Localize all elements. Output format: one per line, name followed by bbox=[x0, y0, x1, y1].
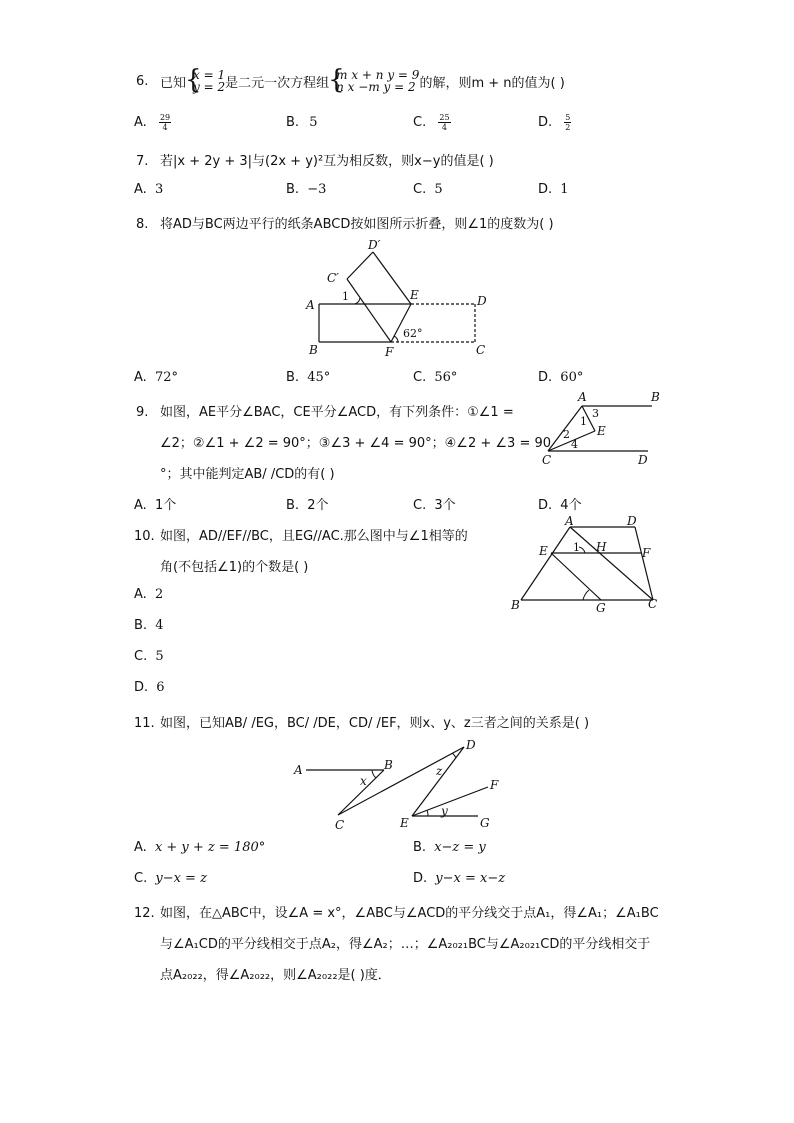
q6-stem bbox=[136, 64, 565, 98]
q6-option-c-denominator: 4 bbox=[441, 123, 447, 132]
q7-stem bbox=[136, 150, 494, 169]
q6-sys2-line2: n x −m y = 2 bbox=[336, 80, 416, 94]
q9-option-b-label: B. bbox=[286, 498, 300, 513]
q6-option-d-label: D. bbox=[538, 115, 553, 130]
q11-angle-x-arc bbox=[372, 770, 376, 778]
q6-option-d-fraction bbox=[564, 113, 571, 132]
q6-option-a bbox=[134, 113, 171, 132]
q6-sys2-line1: { m x + n y = 9 bbox=[336, 68, 420, 82]
q6-sys1-line1: { x = 1 bbox=[193, 68, 226, 82]
q6-option-b-value: 5 bbox=[309, 115, 318, 130]
q9-option-d bbox=[538, 494, 582, 513]
q11-label-g: G bbox=[480, 816, 490, 830]
q11-label-z: z bbox=[436, 764, 443, 778]
q6-option-d-numerator: 5 bbox=[565, 113, 571, 122]
q10-number: 10. bbox=[134, 529, 155, 544]
q9-option-d-label: D. bbox=[538, 498, 553, 513]
q8-option-d bbox=[538, 370, 583, 385]
q10-option-d bbox=[134, 680, 165, 695]
q11-text: 如图，已知AB/ /EG，BC/ /DE，CD/ /EF，则x、y、z三者之间的关系是( ) bbox=[160, 716, 590, 731]
q6-number: 6. bbox=[136, 73, 149, 89]
q9-option-a bbox=[134, 494, 176, 513]
q9-label-c: C bbox=[542, 453, 552, 467]
q8-label-62-degrees: 62° bbox=[403, 327, 423, 340]
q11-label-b: B bbox=[384, 758, 393, 772]
q10-line2: 角(不包括∠1)的个数是( ) bbox=[160, 560, 309, 575]
q11-label-e: E bbox=[400, 816, 409, 830]
q7-option-d-value: 1 bbox=[560, 182, 569, 197]
q11-label-a: A bbox=[294, 763, 303, 777]
q6-option-a-denominator: 4 bbox=[162, 123, 168, 132]
q10-label-h: H bbox=[596, 540, 607, 554]
q8-figure bbox=[295, 235, 505, 361]
q8-stem bbox=[136, 213, 554, 232]
q8-label-b: B bbox=[309, 343, 318, 357]
q9-stem-line1 bbox=[136, 401, 514, 420]
q11-option-c-value: y−x = z bbox=[155, 871, 207, 886]
q6-post: 的解，则m + n的值为( ) bbox=[419, 75, 565, 91]
q12-line1: 如图，在△ABC中，设∠A = x°，∠ABC与∠ACD的平分线交于点A₁，得∠A₁；∠A₁BC bbox=[160, 906, 659, 921]
q9-option-a-value: 1个 bbox=[154, 498, 177, 513]
q9-number: 9. bbox=[136, 405, 149, 420]
q8-option-a bbox=[134, 370, 178, 385]
q11-stem bbox=[134, 712, 589, 731]
q10-option-a-value: 2 bbox=[154, 587, 164, 602]
q8-label-c-prime: C′ bbox=[327, 271, 339, 285]
q7-option-d bbox=[538, 182, 569, 197]
q10-figure bbox=[505, 512, 670, 616]
q7-option-c-label: C. bbox=[413, 182, 427, 197]
q6-sys1-line2: y = 2 bbox=[193, 80, 226, 94]
q8-angle-1-arc bbox=[355, 298, 360, 304]
q6-option-a-label: A. bbox=[134, 115, 147, 130]
q11-figure bbox=[288, 733, 508, 833]
q9-option-a-label: A. bbox=[134, 498, 147, 513]
q10-option-d-value: 6 bbox=[156, 680, 165, 695]
q10-label-g: G bbox=[596, 601, 606, 615]
q8-segment-C-prime-D-prime bbox=[347, 252, 373, 279]
q6-solution-system bbox=[186, 69, 225, 93]
q6-option-c-fraction bbox=[438, 113, 450, 132]
q11-option-b-value: x−z = y bbox=[434, 840, 486, 855]
q7-option-a-value: 3 bbox=[154, 182, 164, 197]
q7-option-d-label: D. bbox=[538, 182, 553, 197]
q6-option-a-numerator: 29 bbox=[159, 113, 171, 122]
q9-label-angle-4: 4 bbox=[571, 438, 578, 451]
q10-label-d: D bbox=[627, 514, 637, 528]
q11-angle-z-arc bbox=[452, 753, 456, 758]
q10-option-d-label: D. bbox=[134, 680, 149, 695]
q8-text: 将AD与BC两边平行的纸条ABCD按如图所示折叠，则∠1的度数为( ) bbox=[160, 217, 554, 232]
q9-label-angle-1: 1 bbox=[580, 415, 587, 428]
q7-option-c bbox=[413, 182, 443, 197]
q8-option-d-label: D. bbox=[538, 370, 553, 385]
q8-label-f: F bbox=[385, 345, 394, 359]
q10-option-a-label: A. bbox=[134, 587, 147, 602]
q8-angle-62-arc bbox=[394, 336, 398, 342]
q8-label-e: E bbox=[410, 288, 419, 302]
q11-label-d: D bbox=[466, 738, 476, 752]
q8-option-b-label: B. bbox=[286, 370, 300, 385]
q11-label-x: x bbox=[360, 774, 367, 788]
q11-option-a bbox=[134, 840, 265, 855]
q12-number: 12. bbox=[134, 906, 155, 921]
q9-label-e: E bbox=[597, 424, 606, 438]
q11-option-c-label: C. bbox=[134, 871, 148, 886]
q8-label-d: D bbox=[477, 294, 487, 308]
q11-option-b bbox=[413, 840, 486, 855]
q12-line3: 点A₂₀₂₂，得∠A₂₀₂₂，则∠A₂₀₂₂是( )度． bbox=[160, 968, 391, 983]
q6-option-b-label: B. bbox=[286, 115, 300, 130]
q6-option-b bbox=[286, 115, 317, 130]
q7-option-b bbox=[286, 182, 326, 197]
q8-option-a-label: A. bbox=[134, 370, 147, 385]
q6-equation-system bbox=[329, 69, 419, 93]
q8-segment-FC-prime bbox=[347, 279, 391, 342]
q6-mid: 是二元一次方程组 bbox=[225, 75, 330, 91]
q10-option-b-label: B. bbox=[134, 618, 148, 633]
q6-option-c-numerator: 25 bbox=[439, 113, 450, 122]
q11-option-c bbox=[134, 871, 207, 886]
q8-option-c-value: 56° bbox=[434, 370, 458, 385]
q8-option-b-value: 45° bbox=[307, 370, 331, 385]
q12-stem-line1 bbox=[134, 902, 659, 921]
q10-label-f: F bbox=[642, 546, 651, 560]
q9-label-a: A bbox=[578, 390, 587, 404]
q7-option-a bbox=[134, 182, 163, 197]
q10-option-b-value: 4 bbox=[155, 618, 164, 633]
q10-option-b bbox=[134, 618, 163, 633]
q10-label-a: A bbox=[565, 514, 574, 528]
q7-option-c-value: 5 bbox=[434, 182, 443, 197]
q6-pre: 已知 bbox=[160, 75, 187, 91]
q10-option-a bbox=[134, 587, 163, 602]
q10-label-angle-1: 1 bbox=[573, 541, 580, 554]
q9-label-angle-2: 2 bbox=[563, 428, 570, 441]
q11-option-d-label: D. bbox=[413, 871, 428, 886]
q6-option-d bbox=[538, 113, 571, 132]
q11-label-y: y bbox=[441, 804, 448, 818]
q9-line3: °；其中能判定AB/ /CD的有( ) bbox=[160, 467, 335, 482]
q11-label-c: C bbox=[335, 818, 345, 832]
q7-option-b-label: B. bbox=[286, 182, 300, 197]
q8-label-d-prime: D′ bbox=[368, 238, 381, 252]
q11-angle-y-arc bbox=[427, 810, 428, 816]
q10-line-EG bbox=[551, 553, 601, 600]
q12-line2: 与∠A₁CD的平分线相交于点A₂，得∠A₂；…；∠A₂₀₂₁BC与∠A₂₀₂₁CD的平分线相交于 bbox=[160, 937, 651, 952]
q9-line1: 如图，AE平分∠BAC，CE平分∠ACD，有下列条件：①∠1 = bbox=[160, 405, 514, 420]
q8-option-a-value: 72° bbox=[154, 370, 178, 385]
q11-option-b-label: B. bbox=[413, 840, 427, 855]
q8-number: 8. bbox=[136, 217, 149, 232]
q8-option-d-value: 60° bbox=[560, 370, 584, 385]
q10-label-b: B bbox=[511, 598, 520, 612]
q9-option-c-label: C. bbox=[413, 498, 427, 513]
q9-label-d: D bbox=[638, 453, 648, 467]
q9-figure bbox=[536, 385, 666, 467]
q11-label-f: F bbox=[490, 778, 499, 792]
q6-option-d-denominator: 2 bbox=[565, 123, 571, 132]
q10-line-AC bbox=[570, 527, 653, 600]
q7-option-a-label: A. bbox=[134, 182, 147, 197]
q6-option-a-fraction bbox=[159, 113, 171, 132]
q11-number: 11. bbox=[134, 716, 155, 731]
q10-stem-line1 bbox=[134, 525, 468, 544]
q9-option-b bbox=[286, 494, 328, 513]
q9-line2: ∠2；②∠1 + ∠2 = 90°；③∠3 + ∠4 = 90°；④∠2 + ∠3 = 90 bbox=[160, 436, 552, 451]
q9-label-b: B bbox=[651, 390, 660, 404]
q10-option-c-label: C. bbox=[134, 649, 148, 664]
q11-option-d-value: y−x = x−z bbox=[435, 871, 506, 886]
q8-option-b bbox=[286, 370, 330, 385]
q8-option-c-label: C. bbox=[413, 370, 427, 385]
q9-option-c-value: 3个 bbox=[434, 498, 456, 513]
q7-number: 7. bbox=[136, 154, 149, 169]
q10-line-DC bbox=[635, 527, 653, 600]
q8-segment-D-prime-E bbox=[373, 252, 411, 304]
q11-option-a-label: A. bbox=[134, 840, 147, 855]
q10-angle-g-arc bbox=[583, 590, 589, 600]
q6-option-c-label: C. bbox=[413, 115, 427, 130]
q8-label-a: A bbox=[306, 298, 315, 312]
q10-option-c bbox=[134, 649, 164, 664]
q8-option-c bbox=[413, 370, 457, 385]
q10-label-c: C bbox=[648, 597, 658, 611]
q10-option-c-value: 5 bbox=[155, 649, 164, 664]
q8-label-c: C bbox=[476, 343, 486, 357]
q8-label-angle-1: 1 bbox=[342, 290, 349, 303]
q7-text: 若|x + 2y + 3|与(2x + y)²互为相反数，则x−y的值是( ) bbox=[160, 154, 494, 169]
q9-option-d-value: 4个 bbox=[560, 498, 582, 513]
q11-option-d bbox=[413, 871, 505, 886]
q7-option-b-value: −3 bbox=[307, 182, 327, 197]
q6-option-c bbox=[413, 113, 451, 132]
q10-line1: 如图，AD//EF//BC，且EG//AC.那么图中与∠1相等的 bbox=[160, 529, 468, 544]
q9-option-b-value: 2个 bbox=[307, 498, 329, 513]
q9-label-angle-3: 3 bbox=[592, 407, 599, 420]
q10-label-e: E bbox=[539, 544, 548, 558]
q9-option-c bbox=[413, 494, 456, 513]
q11-option-a-value: x + y + z = 180° bbox=[154, 840, 266, 855]
